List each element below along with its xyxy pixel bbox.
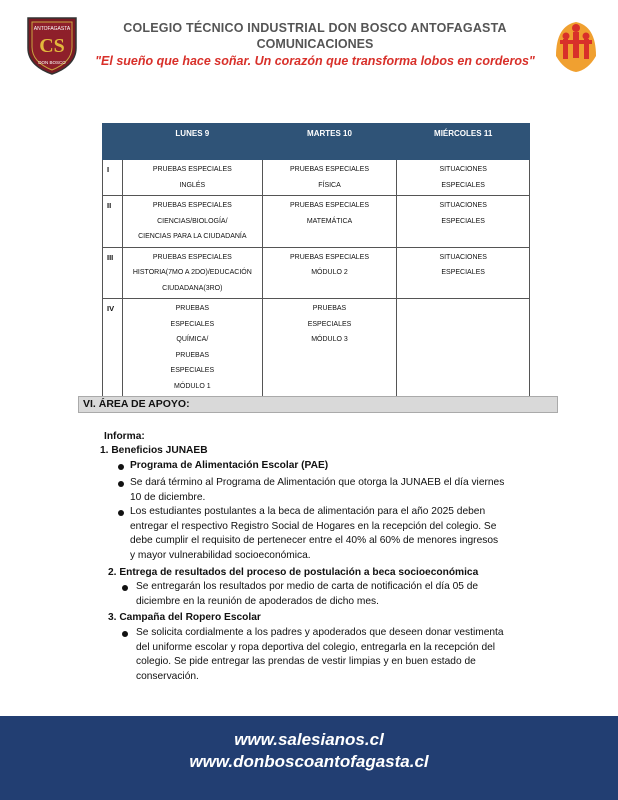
table-row: [103, 160, 530, 196]
item2-bullet1: Se entregarán los resultados por medio de carta de notificación el día 05 de diciembre en la reunión de apoderados de dicho mes.: [136, 581, 479, 607]
footer-link-donbosco[interactable]: www.donboscoantofagasta.cl: [189, 752, 429, 771]
footer-link-salesianos[interactable]: www.salesianos.cl: [234, 730, 384, 749]
table-cell: PRUEBAS ESPECIALES MÓDULO 3: [262, 299, 397, 397]
bullet-icon: [118, 510, 124, 516]
schedule-table: [102, 123, 530, 397]
item1-bullet2: Los estudiantes postulantes a la beca de alimentación para el año 2025 deben entregar el respectivo Registro Social de Hogares en la recepción del colegio. Se debe cumplir el requisito de pertenecer entre el 40% al 60% de menores ingresos y mayor vulnerabilidad socioeconómica.: [130, 506, 499, 561]
bullet-icon: [118, 464, 124, 470]
school-title: COLEGIO TÉCNICO INDUSTRIAL DON BOSCO ANTOFAGASTA: [123, 21, 507, 35]
informa-label: Informa:: [104, 431, 145, 442]
salesian-logo: [550, 16, 602, 74]
bullet-icon: [118, 481, 124, 487]
table-row: [103, 196, 530, 248]
table-cell: PRUEBAS ESPECIALES INGLÉS: [122, 160, 262, 196]
school-crest-logo: [24, 14, 80, 76]
table-cell: SITUACIONES ESPECIALES: [397, 247, 530, 299]
crest-initials: CS: [39, 35, 65, 57]
bullet-icon: [122, 585, 128, 591]
block-label: III: [103, 247, 123, 299]
section-heading: VI. ÁREA DE APOYO:: [78, 396, 558, 413]
footer-banner: [0, 716, 618, 800]
column-header-lunes: LUNES 9: [122, 124, 262, 160]
table-cell: PRUEBAS ESPECIALES QUÍMICA/ PRUEBAS ESPECIALES MÓDULO 1: [122, 299, 262, 397]
item2-title: 2. Entrega de resultados del proceso de postulación a beca socioeconómica: [108, 567, 479, 578]
table-cell: [397, 299, 530, 397]
item1-subtitle: Programa de Alimentación Escolar (PAE): [130, 460, 329, 471]
page-subtitle: COMUNICACIONES: [256, 37, 374, 51]
table-cell: SITUACIONES ESPECIALES: [397, 196, 530, 248]
table-cell: PRUEBAS ESPECIALES MATEMÁTICA: [262, 196, 397, 248]
crest-bottom-text: DON BOSCO: [38, 60, 66, 65]
column-header-miercoles: MIÉRCOLES 11: [397, 124, 530, 160]
table-cell: PRUEBAS ESPECIALES HISTORIA(7MO A 2DO)/EDUCACIÓN CIUDADANA(3RO): [122, 247, 262, 299]
block-label: II: [103, 196, 123, 248]
table-row: [103, 247, 530, 299]
table-cell: SITUACIONES ESPECIALES: [397, 160, 530, 196]
bullet-icon: [122, 631, 128, 637]
block-label: IV: [103, 299, 123, 397]
block-label: I: [103, 160, 123, 196]
item1-bullet1: Se dará término al Programa de Alimentación que otorga la JUNAEB el día viernes 10 de diciembre.: [130, 477, 505, 503]
table-row: [103, 299, 530, 397]
column-header-martes: MARTES 10: [262, 124, 397, 160]
item3-title: 3. Campaña del Ropero Escolar: [108, 612, 261, 623]
item1-title: 1. Beneficios JUNAEB: [100, 445, 208, 456]
table-cell: PRUEBAS ESPECIALES CIENCIAS/BIOLOGÍA/ CIENCIAS PARA LA CIUDADANÍA: [122, 196, 262, 248]
table-cell: PRUEBAS ESPECIALES MÓDULO 2: [262, 247, 397, 299]
school-motto: "El sueño que hace soñar. Un corazón que transforma lobos en corderos": [95, 54, 535, 68]
crest-top-text: ANTOFAGASTA: [33, 26, 71, 32]
item3-bullet1: Se solicita cordialmente a los padres y apoderados que deseen donar vestimenta del uniforme escolar y ropa deportiva del colegio, entregarla en la recepción del colegio. Se pide entregar las prendas de vestir limpias y en buen estado de conservación.: [136, 627, 504, 682]
table-cell: PRUEBAS ESPECIALES FÍSICA: [262, 160, 397, 196]
column-header: [103, 124, 123, 160]
